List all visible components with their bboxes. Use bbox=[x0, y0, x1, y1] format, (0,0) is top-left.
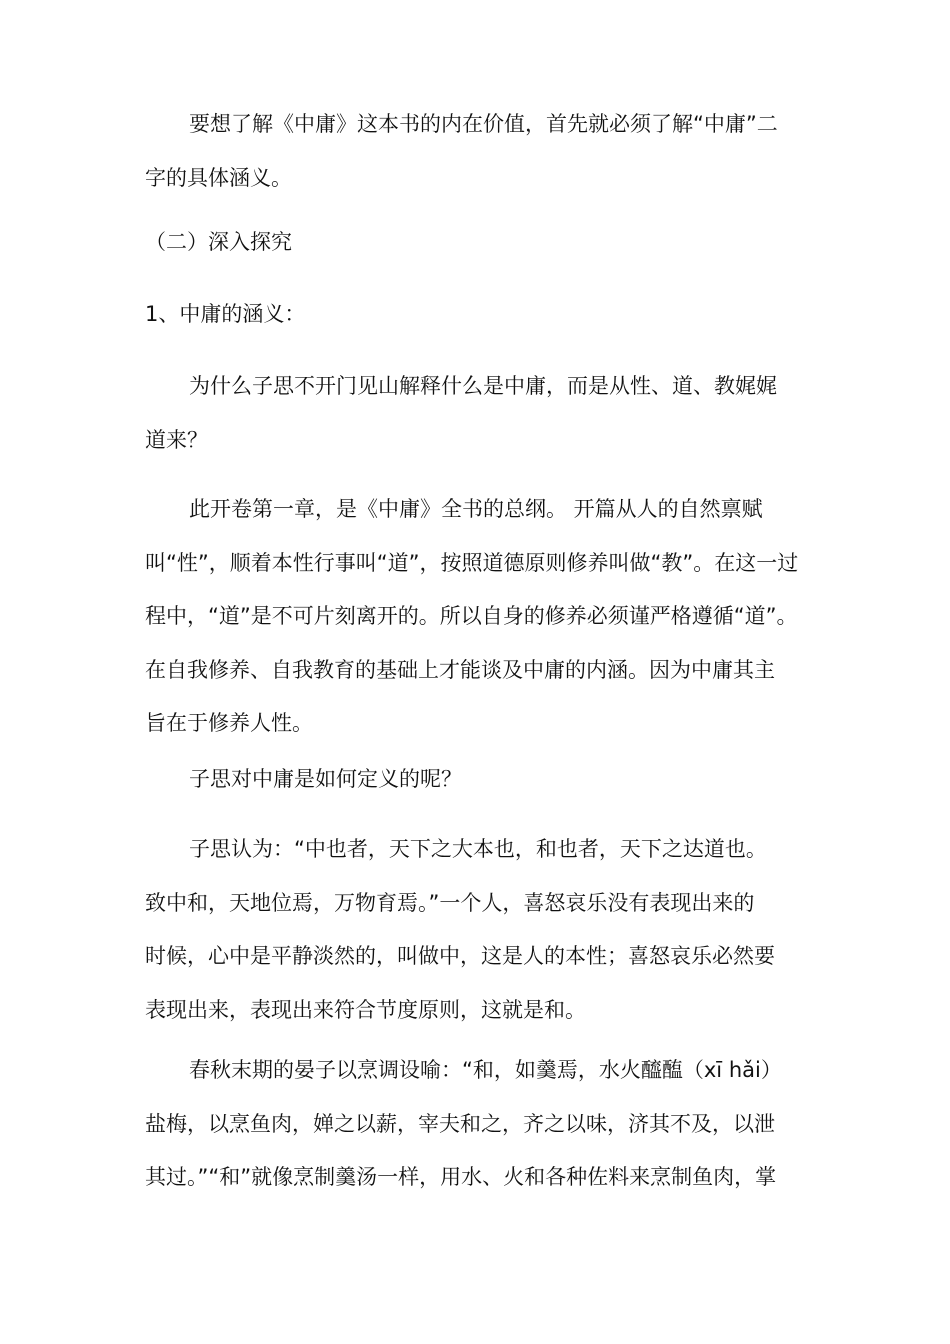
text-line: 程中，“道”是不可片刻离开的。所以自身的修养必须谨严格遵循“道”。 bbox=[145, 604, 798, 628]
text-line: 春秋末期的晏子以烹调设喻：“和，如羹焉，水火醯醢（xī hǎi） bbox=[189, 1058, 782, 1082]
definition-paragraph bbox=[145, 823, 820, 1037]
text-line: 道来？ bbox=[145, 427, 208, 452]
text-line: 子思对中庸是如何定义的呢？ bbox=[189, 767, 462, 791]
text-line: 时候，心中是平静淡然的，叫做中，这是人的本性；喜怒哀乐必然要 bbox=[145, 944, 775, 968]
text-line: 为什么子思不开门见山解释什么是中庸，而是从性、道、教娓娓 bbox=[189, 374, 777, 398]
section-heading: （二）深入探究 bbox=[145, 230, 292, 254]
text-line: 旨在于修养人性。 bbox=[145, 711, 313, 735]
question-paragraph-2 bbox=[145, 753, 820, 807]
question-paragraph bbox=[145, 360, 820, 467]
text-line: 盐梅，以烹鱼肉，婵之以薪，宰夫和之，齐之以味，济其不及，以泄 bbox=[145, 1111, 775, 1136]
text-line: 致中和，天地位焉，万物育焉。”一个人，喜怒哀乐没有表现出来的 bbox=[145, 890, 755, 915]
text-line: 在自我修养、自我教育的基础上才能谈及中庸的内涵。因为中庸其主 bbox=[145, 657, 775, 682]
text-line: 其过。”“和”就像烹制羹汤一样，用水、火和各种佐料来烹制鱼肉，掌 bbox=[145, 1165, 777, 1189]
intro-paragraph bbox=[145, 98, 820, 205]
text-line: 要想了解《中庸》这本书的内在价值，首先就必须了解“中庸”二 bbox=[189, 112, 778, 136]
text-line: 字的具体涵义。 bbox=[145, 165, 292, 190]
analogy-paragraph bbox=[145, 1044, 820, 1205]
text-line: 此开卷第一章，是《中庸》全书的总纲。 开篇从人的自然禀赋 bbox=[189, 497, 763, 521]
explanation-paragraph bbox=[145, 483, 820, 751]
text-line: 叫“性”，顺着本性行事叫“道”，按照道德原则修养叫做“教”。在这一过 bbox=[145, 550, 799, 575]
text-line: 子思认为：“中也者，天下之大本也，和也者，天下之达道也。 bbox=[189, 837, 767, 861]
text-line: 表现出来，表现出来符合节度原则，这就是和。 bbox=[145, 997, 586, 1022]
sub-heading: 1、中庸的涵义： bbox=[145, 302, 306, 326]
